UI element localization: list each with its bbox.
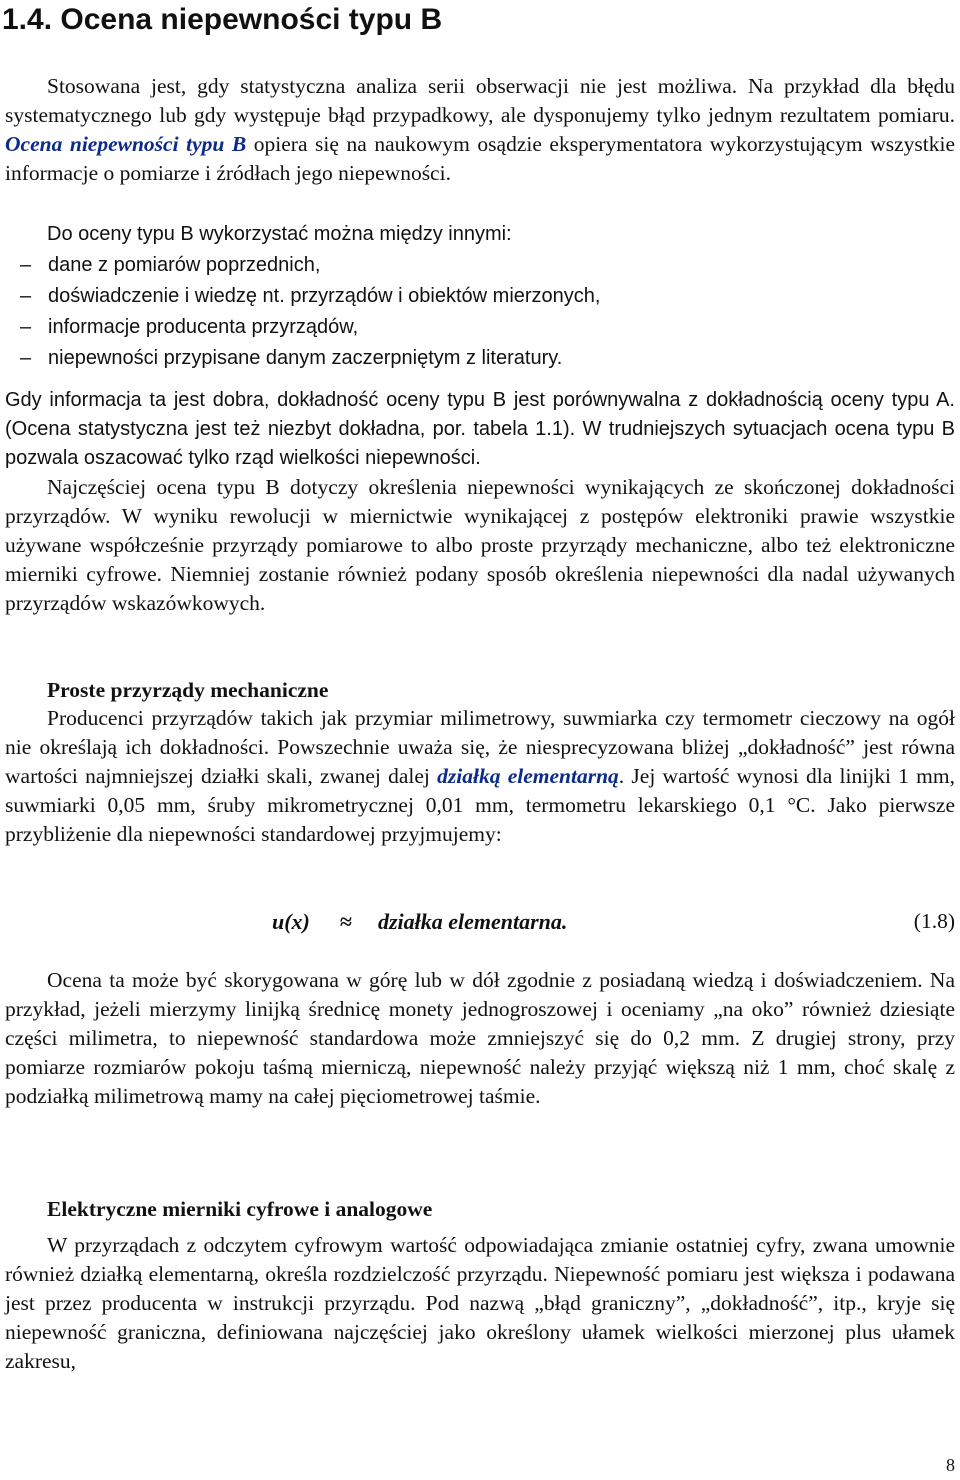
intro-text-end: opiera się na naukowym osądzie eksperymentatora wykorzystującym wszystkie informacje o pomiarze i źródłach jego niepewności. [5, 132, 955, 185]
mechanical-text-end: . Jej wartość wynosi dla linijki 1 mm, suwmiarki 0,05 mm, śruby mikrometrycznej 0,01 mm, termometru lekarskiego 0,1 °C. Jako pierwsze przybliżenie dla niepewności standardowej przyjmujemy: [5, 764, 955, 846]
list-item-text: informacje producenta przyrządów, [48, 316, 359, 338]
correction-paragraph: Ocena ta może być skorygowana w górę lub w dół zgodnie z posiadaną wiedzą i doświadczeniem. Na przykład, jeżeli mierzymy linijką średnicę monety jednogroszowej i oceniamy „na oko” również dziesiąte części milimetra, to niepewność standardowa może zmniejszyć się do 0,2 mm. Z drugiej strony, przy pomiarze rozmiarów pokoju taśmą mierniczą, niepewność należy przyjąć większą niż 1 mm, choć skalę z podziałką milimetrową mamy na całej pięciometrowej taśmie. [5, 968, 955, 1108]
list-item [20, 250, 600, 281]
dash-bullet: – [20, 254, 32, 276]
equation-rhs: działka elementarna. [377, 909, 568, 934]
equation [272, 909, 567, 935]
list-item [20, 312, 600, 343]
approx-symbol: ≈ [339, 909, 352, 934]
instruments-paragraph: Najczęściej ocena typu B dotyczy określenia niepewności wynikających ze skończonej dokładności przyrządów. W wyniku rewolucji w miernictwie wynikającej z postępów elektroniki prawie wszystkie używane współcześnie przyrządy pomiarowe to albo proste przyrządy mechaniczne, albo też elektroniczne mierniki cyfrowe. Niemniej zostanie również podany sposób określenia niepewności dla nadal używanych przyrządów wskazówkowych. [5, 475, 955, 615]
mechanical-heading: Proste przyrządy mechaniczne [47, 678, 329, 702]
mechanical-text-start: Producenci przyrządów takich jak przymiar milimetrowy, suwmiarka czy termometr cieczowy na ogół nie określają ich dokładności. Powszechnie uważa się, że niesprecyzowana bliżej „dokładność” jest równa wartości najmniejszej działki skali, zwanej dalej [5, 706, 955, 788]
list-item-text: niepewności przypisane danym zaczerpniętym z literatury. [48, 347, 563, 369]
intro-paragraph [5, 72, 955, 188]
list-item-text: dane z pomiarów poprzednich, [48, 254, 321, 276]
intro-text-start: Stosowana jest, gdy statystyczna analiza serii obserwacji nie jest możliwa. Na przykład dla błędu systematycznego lub gdy występuje błąd przypadkowy, ale dysponujemy tylko jednym rezultatem pomiaru. [5, 74, 955, 127]
page-number: 8 [946, 1455, 955, 1475]
list-item [20, 343, 600, 374]
dash-bullet: – [20, 347, 32, 369]
equation-number: (1.8) [913, 909, 955, 933]
section-title: 1.4. Ocena niepewności typu B [2, 3, 443, 36]
dash-bullet: – [20, 285, 32, 307]
accuracy-paragraph: Gdy informacja ta jest dobra, dokładność oceny typu B jest porównywalna z dokładnością oceny typu A. (Ocena statystyczna jest też niezbyt dokładna, por. tabela 1.1). W trudniejszych sytuacjach ocena typu B pozwala oszacować tylko rząd wielkości niepewności. [5, 389, 955, 469]
equation-lhs: u(x) [272, 909, 310, 934]
list-item-text: doświadczenie i wiedzę nt. przyrządów i obiektów mierzonych, [48, 285, 601, 307]
dash-bullet: – [20, 316, 32, 338]
list-item [20, 281, 600, 312]
sources-list [20, 250, 600, 374]
electrical-heading: Elektryczne mierniki cyfrowe i analogowe [47, 1197, 433, 1221]
emphasized-term-type-b: Ocena niepewności typu B [5, 132, 247, 156]
emphasized-term-elementary-division: działką elementarną [437, 764, 619, 788]
list-intro: Do oceny typu B wykorzystać można między innymi: [47, 223, 512, 245]
electrical-paragraph: W przyrządach z odczytem cyfrowym wartość odpowiadająca zmianie ostatniej cyfry, zwana umownie również działką elementarną, określa rozdzielczość przyrządu. Niepewność pomiaru jest większa i podawana jest przez producenta w instrukcji przyrządu. Pod nazwą „błąd graniczny”, „dokładność”, itp., kryje się niepewność graniczna, definiowana najczęściej jako określony ułamek wielkości mierzonej plus ułamek zakresu, [5, 1233, 955, 1373]
mechanical-paragraph [5, 704, 955, 849]
